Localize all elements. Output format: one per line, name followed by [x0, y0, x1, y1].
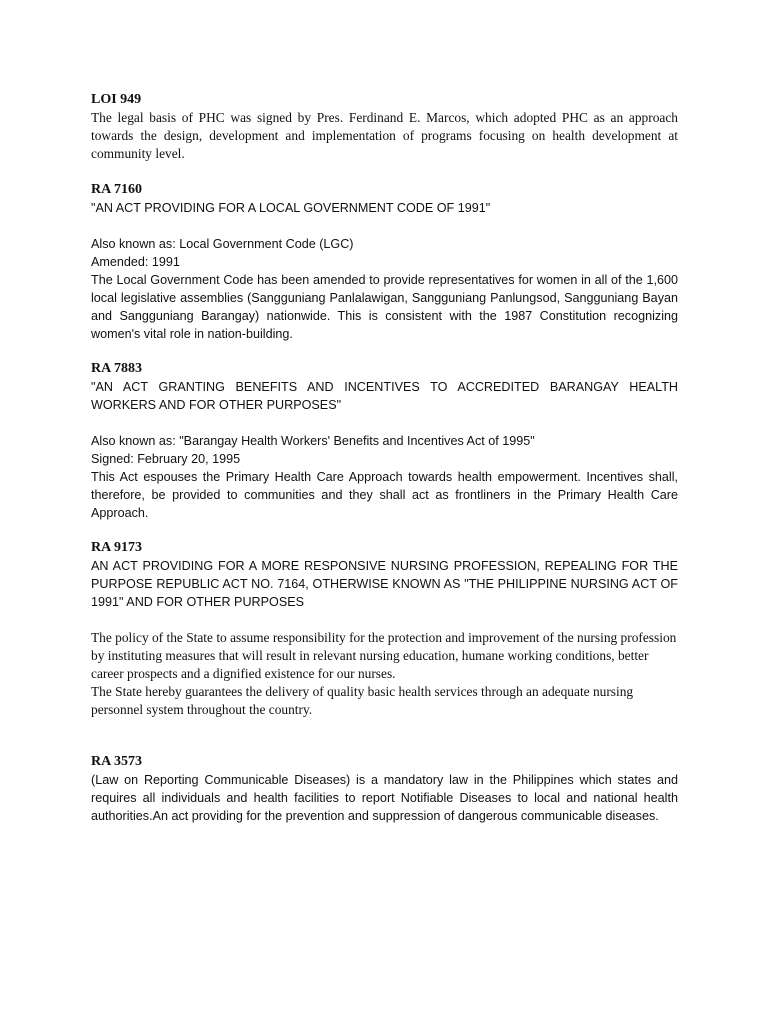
act-date: Signed: February 20, 1995 — [91, 452, 241, 466]
document-body — [91, 91, 678, 825]
section-ra-7883 — [91, 360, 678, 522]
section-ra-7160 — [91, 181, 678, 343]
section-loi-949 — [91, 91, 678, 163]
section-heading: RA 7160 — [91, 182, 142, 197]
also-known-as: Also known as: Local Government Code (LGC) — [91, 237, 354, 251]
section-paragraph: The State hereby guarantees the delivery of quality basic health services through an adequate nursing personnel system throughout the country. — [91, 684, 634, 717]
act-date: Amended: 1991 — [91, 255, 180, 269]
section-paragraph: (Law on Reporting Communicable Diseases) is a mandatory law in the Philippines which states and requires all individuals and health facilities to report Notifiable Diseases to local and national health authorities.An act providing for the prevention and suppression of dangerous communicable diseases. — [91, 773, 678, 823]
section-ra-3573 — [91, 753, 678, 825]
act-description: The Local Government Code has been amended to provide representatives for women in all of the 1,600 local legislative assemblies (Sangguniang Panlalawigan, Sangguniang Panlungsod, Sangguniang Bayan and Sangguniang Barangay) nationwide. This is consistent with the 1987 Constitution recognizing women's vital role in nation-building. — [91, 273, 678, 341]
section-heading: RA 9173 — [91, 540, 142, 555]
also-known-as: Also known as: "Barangay Health Workers' Benefits and Incentives Act of 1995" — [91, 434, 535, 448]
section-paragraph: The policy of the State to assume responsibility for the protection and improvement of the nursing profession by instituting measures that will result in relevant nursing education, humane working conditions, better career prospects and a dignified existence for our nurses. — [91, 630, 677, 681]
act-title: AN ACT PROVIDING FOR A MORE RESPONSIVE NURSING PROFESSION, REPEALING FOR THE PURPOSE REPUBLIC ACT NO. 7164, OTHERWISE KNOWN AS "THE PHILIPPINE NURSING ACT OF 1991" AND FOR OTHER PURPOSES — [91, 559, 678, 609]
section-paragraph: The legal basis of PHC was signed by Pres. Ferdinand E. Marcos, which adopted PHC as an approach towards the design, development and implementation of programs focusing on health development at community level. — [91, 110, 678, 161]
section-heading: RA 3573 — [91, 754, 142, 769]
section-heading: LOI 949 — [91, 92, 142, 107]
act-title: "AN ACT PROVIDING FOR A LOCAL GOVERNMENT CODE OF 1991" — [91, 201, 491, 215]
section-ra-9173 — [91, 539, 678, 719]
section-heading: RA 7883 — [91, 361, 142, 376]
act-description: This Act espouses the Primary Health Care Approach towards health empowerment. Incentives shall, therefore, be provided to communities and they shall act as frontliners in the Primary Health Care Approach. — [91, 470, 678, 520]
act-title: "AN ACT GRANTING BENEFITS AND INCENTIVES TO ACCREDITED BARANGAY HEALTH WORKERS AND FOR OTHER PURPOSES" — [91, 380, 678, 412]
